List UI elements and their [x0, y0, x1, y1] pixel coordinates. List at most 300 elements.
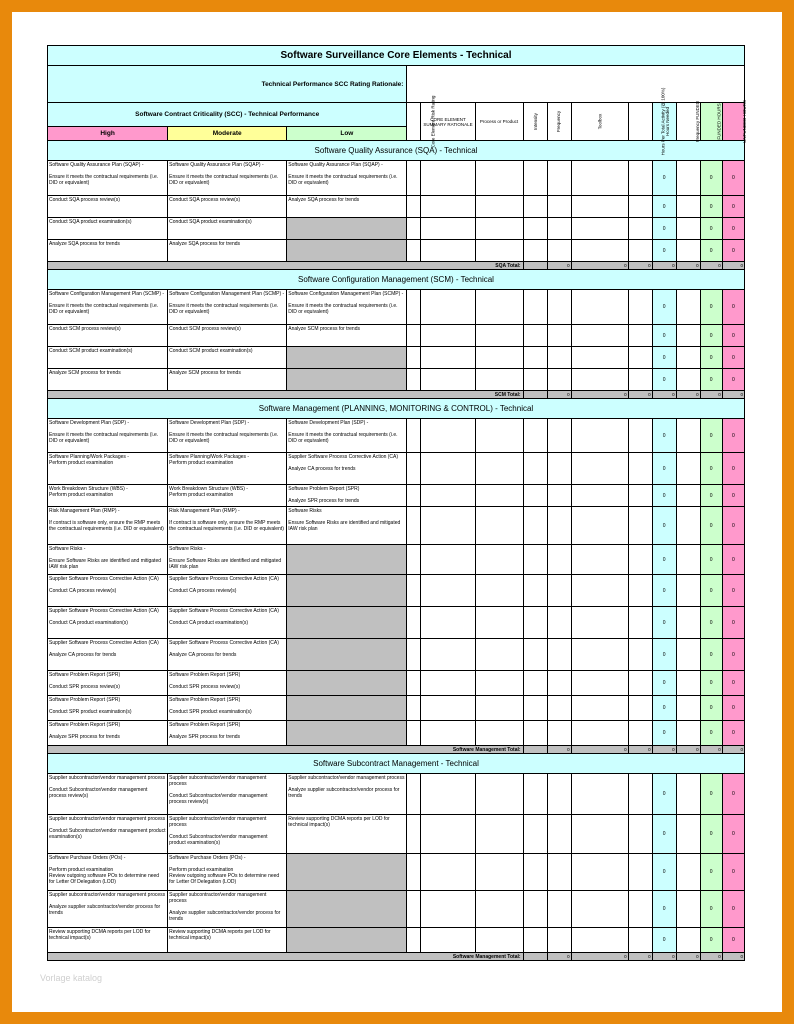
input-cell[interactable] — [475, 815, 523, 854]
zero-value: 0 — [624, 954, 627, 959]
input-cell[interactable] — [421, 347, 475, 369]
input-cell[interactable] — [676, 290, 700, 325]
task-line: Analyze SPR process for trends — [49, 734, 120, 740]
input-cell[interactable] — [475, 218, 523, 240]
zero-value: 0 — [740, 392, 743, 397]
funded-hours-cell — [700, 639, 722, 671]
input-cell[interactable] — [571, 891, 628, 928]
input-cell[interactable] — [571, 815, 628, 854]
input-cell[interactable] — [421, 196, 475, 218]
input-cell[interactable] — [523, 607, 547, 639]
input-cell[interactable] — [547, 639, 571, 671]
input-cell[interactable] — [571, 218, 628, 240]
input-cell[interactable] — [421, 290, 475, 325]
input-cell[interactable] — [676, 575, 700, 607]
input-cell[interactable] — [421, 575, 475, 607]
input-cell[interactable] — [523, 240, 547, 262]
input-cell[interactable] — [628, 639, 652, 671]
total-value — [652, 953, 676, 961]
input-cell[interactable] — [571, 671, 628, 696]
input-cell[interactable] — [571, 575, 628, 607]
task-high — [48, 928, 168, 953]
input-cell[interactable] — [475, 240, 523, 262]
input-cell[interactable] — [475, 671, 523, 696]
input-cell[interactable] — [475, 325, 523, 347]
total-value — [523, 746, 547, 754]
input-cell[interactable] — [475, 369, 523, 391]
input-cell[interactable] — [407, 671, 421, 696]
zero-value: 0 — [718, 747, 721, 752]
input-cell[interactable] — [407, 369, 421, 391]
input-cell[interactable] — [421, 369, 475, 391]
input-cell[interactable] — [676, 240, 700, 262]
input-cell[interactable] — [571, 325, 628, 347]
input-cell[interactable] — [407, 891, 421, 928]
input-cell[interactable] — [547, 325, 571, 347]
input-cell[interactable] — [475, 453, 523, 485]
task-high — [48, 507, 168, 545]
task-low — [287, 721, 407, 746]
task-high — [48, 696, 168, 721]
input-cell[interactable] — [676, 774, 700, 815]
input-cell[interactable] — [523, 854, 547, 891]
zero-value: 0 — [662, 619, 666, 626]
input-cell[interactable] — [421, 545, 475, 575]
input-cell[interactable] — [628, 290, 652, 325]
input-cell[interactable] — [523, 419, 547, 453]
input-cell[interactable] — [523, 545, 547, 575]
input-cell[interactable] — [571, 774, 628, 815]
input-cell[interactable] — [523, 696, 547, 721]
input-cell[interactable] — [547, 575, 571, 607]
zero-value: 0 — [648, 263, 651, 268]
input-cell[interactable] — [547, 774, 571, 815]
zero-value: 0 — [709, 175, 713, 181]
task-low — [287, 369, 407, 391]
input-cell[interactable] — [676, 721, 700, 746]
funded-hours-cell — [700, 671, 722, 696]
zero-value: 0 — [662, 680, 666, 686]
input-cell[interactable] — [523, 161, 547, 196]
funded-hours-cell — [700, 928, 722, 953]
task-moderate — [168, 639, 287, 671]
input-cell[interactable] — [421, 928, 475, 953]
input-cell[interactable] — [628, 507, 652, 545]
zero-value: 0 — [662, 376, 666, 383]
input-cell[interactable] — [571, 607, 628, 639]
input-cell[interactable] — [628, 161, 652, 196]
input-cell[interactable] — [628, 721, 652, 746]
input-cell[interactable] — [523, 774, 547, 815]
zero-value: 0 — [662, 492, 666, 499]
input-cell[interactable] — [547, 507, 571, 545]
hours-needed-cell — [652, 507, 676, 545]
rationale-value[interactable] — [407, 66, 745, 103]
zero-value: 0 — [709, 705, 713, 711]
total-value — [700, 262, 722, 270]
input-cell[interactable] — [628, 815, 652, 854]
zero-value: 0 — [731, 791, 735, 797]
input-cell[interactable] — [407, 325, 421, 347]
section-title: Software Configuration Management (SCM) - Technical — [48, 270, 745, 290]
task-high — [48, 218, 168, 240]
input-cell[interactable] — [475, 196, 523, 218]
input-cell[interactable] — [547, 419, 571, 453]
input-cell[interactable] — [475, 485, 523, 507]
zero-value: 0 — [662, 432, 666, 439]
input-cell[interactable] — [475, 575, 523, 607]
total-value — [722, 262, 744, 270]
input-cell[interactable] — [547, 721, 571, 746]
column-header — [700, 103, 722, 141]
task-low — [287, 218, 407, 240]
input-cell[interactable] — [523, 507, 547, 545]
funded-hours-cell — [700, 575, 722, 607]
input-cell[interactable] — [407, 545, 421, 575]
task-line: Review outgoing software POs to determine need for Letter Of Delegation (LOD) — [49, 873, 160, 885]
input-cell[interactable] — [523, 347, 547, 369]
input-cell[interactable] — [421, 325, 475, 347]
task-line: Conduct SPR product examination(s) — [49, 709, 132, 715]
input-cell[interactable] — [523, 575, 547, 607]
unfunded-hours-cell — [722, 161, 744, 196]
input-cell[interactable] — [676, 639, 700, 671]
total-value — [722, 391, 744, 399]
input-cell[interactable] — [523, 721, 547, 746]
task-moderate — [168, 347, 287, 369]
input-cell[interactable] — [628, 696, 652, 721]
input-cell[interactable] — [407, 161, 421, 196]
input-cell[interactable] — [676, 854, 700, 891]
zero-value: 0 — [662, 869, 666, 875]
zero-value: 0 — [731, 432, 735, 439]
input-cell[interactable] — [547, 485, 571, 507]
input-cell[interactable] — [421, 453, 475, 485]
task-line: Supplier subcontractor/vendor management process — [169, 816, 267, 828]
input-cell[interactable] — [421, 671, 475, 696]
input-cell[interactable] — [407, 721, 421, 746]
input-cell[interactable] — [523, 325, 547, 347]
input-cell[interactable] — [421, 161, 475, 196]
input-cell[interactable] — [547, 218, 571, 240]
input-cell[interactable] — [547, 815, 571, 854]
task-moderate — [168, 545, 287, 575]
input-cell[interactable] — [421, 854, 475, 891]
input-cell[interactable] — [523, 369, 547, 391]
task-moderate — [168, 218, 287, 240]
input-cell[interactable] — [571, 240, 628, 262]
input-cell[interactable] — [407, 419, 421, 453]
task-line: Analyze SQA process for trends — [169, 241, 241, 247]
input-cell[interactable] — [628, 575, 652, 607]
input-cell[interactable] — [571, 419, 628, 453]
input-cell[interactable] — [676, 928, 700, 953]
task-high — [48, 240, 168, 262]
input-cell[interactable] — [475, 419, 523, 453]
input-cell[interactable] — [523, 290, 547, 325]
zero-value: 0 — [709, 869, 713, 875]
task-line: Software Planning/Work Packages - — [169, 454, 250, 460]
input-cell[interactable] — [547, 671, 571, 696]
page-title: Software Surveillance Core Elements - Technical — [48, 46, 745, 66]
input-cell[interactable] — [628, 928, 652, 953]
input-cell[interactable] — [676, 161, 700, 196]
task-line: Software Problem Report (SPR) — [49, 722, 121, 728]
task-row — [48, 815, 745, 854]
input-cell[interactable] — [421, 485, 475, 507]
input-cell[interactable] — [547, 545, 571, 575]
input-cell[interactable] — [407, 347, 421, 369]
input-cell[interactable] — [628, 453, 652, 485]
input-cell[interactable] — [407, 928, 421, 953]
input-cell[interactable] — [628, 325, 652, 347]
task-line: Perform product examination — [49, 867, 114, 873]
input-cell[interactable] — [475, 347, 523, 369]
input-cell[interactable] — [628, 607, 652, 639]
input-cell[interactable] — [421, 815, 475, 854]
input-cell[interactable] — [475, 721, 523, 746]
input-cell[interactable] — [571, 721, 628, 746]
input-cell[interactable] — [628, 240, 652, 262]
input-cell[interactable] — [475, 928, 523, 953]
input-cell[interactable] — [676, 218, 700, 240]
input-cell[interactable] — [628, 347, 652, 369]
input-cell[interactable] — [628, 891, 652, 928]
task-high — [48, 815, 168, 854]
input-cell[interactable] — [547, 347, 571, 369]
input-cell[interactable] — [571, 290, 628, 325]
input-cell[interactable] — [571, 854, 628, 891]
section-title: Software Subcontract Management - Technical — [48, 754, 745, 774]
zero-value: 0 — [567, 747, 570, 752]
input-cell[interactable] — [628, 774, 652, 815]
task-line: Supplier Software Process Corrective Action (CA) — [49, 608, 159, 614]
input-cell[interactable] — [407, 696, 421, 721]
input-cell[interactable] — [475, 161, 523, 196]
input-cell[interactable] — [421, 774, 475, 815]
input-cell[interactable] — [407, 639, 421, 671]
input-cell[interactable] — [523, 671, 547, 696]
input-cell[interactable] — [547, 369, 571, 391]
input-cell[interactable] — [475, 696, 523, 721]
input-cell[interactable] — [421, 240, 475, 262]
input-cell[interactable] — [571, 453, 628, 485]
input-cell[interactable] — [547, 453, 571, 485]
input-cell[interactable] — [407, 854, 421, 891]
unfunded-hours-cell — [722, 607, 744, 639]
input-cell[interactable] — [547, 240, 571, 262]
input-cell[interactable] — [676, 325, 700, 347]
input-cell[interactable] — [547, 290, 571, 325]
hours-needed-cell — [652, 721, 676, 746]
input-cell[interactable] — [407, 607, 421, 639]
total-value — [628, 953, 652, 961]
input-cell[interactable] — [475, 774, 523, 815]
input-cell[interactable] — [676, 453, 700, 485]
input-cell[interactable] — [421, 721, 475, 746]
input-cell[interactable] — [676, 419, 700, 453]
input-cell[interactable] — [523, 453, 547, 485]
input-cell[interactable] — [475, 290, 523, 325]
input-cell[interactable] — [676, 607, 700, 639]
funded-hours-cell — [700, 453, 722, 485]
input-cell[interactable] — [523, 928, 547, 953]
input-cell[interactable] — [547, 854, 571, 891]
input-cell[interactable] — [547, 928, 571, 953]
zero-value: 0 — [709, 906, 713, 912]
column-header — [628, 87, 666, 156]
input-cell[interactable] — [547, 696, 571, 721]
zero-value: 0 — [731, 937, 735, 943]
zero-value: 0 — [709, 619, 713, 626]
input-cell[interactable] — [676, 671, 700, 696]
input-cell[interactable] — [475, 639, 523, 671]
zero-value: 0 — [709, 354, 713, 361]
unfunded-hours-cell — [722, 419, 744, 453]
column-header — [407, 95, 436, 148]
input-cell[interactable] — [547, 891, 571, 928]
input-cell[interactable] — [628, 485, 652, 507]
zero-value: 0 — [662, 332, 666, 339]
zero-value: 0 — [662, 203, 666, 210]
input-cell[interactable] — [407, 575, 421, 607]
input-cell[interactable] — [571, 196, 628, 218]
input-cell[interactable] — [475, 854, 523, 891]
unfunded-hours-cell — [722, 545, 744, 575]
column-header — [547, 103, 571, 141]
input-cell[interactable] — [571, 507, 628, 545]
input-cell[interactable] — [676, 815, 700, 854]
task-line: Software Configuration Management Plan (SCMP) - — [49, 291, 165, 297]
hours-needed-cell — [652, 696, 676, 721]
task-row — [48, 607, 745, 639]
input-cell[interactable] — [628, 671, 652, 696]
input-cell[interactable] — [676, 347, 700, 369]
task-line: Review supporting DCMA reports per LOD for technical impact(s) — [288, 816, 390, 828]
input-cell[interactable] — [523, 218, 547, 240]
funded-hours-cell — [700, 854, 722, 891]
input-cell[interactable] — [547, 607, 571, 639]
task-row — [48, 485, 745, 507]
total-value — [628, 262, 652, 270]
zero-value: 0 — [672, 747, 675, 752]
task-row — [48, 347, 745, 369]
input-cell[interactable] — [676, 485, 700, 507]
input-cell[interactable] — [676, 507, 700, 545]
input-cell[interactable] — [421, 696, 475, 721]
input-cell[interactable] — [571, 347, 628, 369]
input-cell[interactable] — [571, 696, 628, 721]
unfunded-hours-cell — [722, 325, 744, 347]
unfunded-hours-cell — [722, 891, 744, 928]
input-cell[interactable] — [407, 815, 421, 854]
input-cell[interactable] — [407, 485, 421, 507]
input-cell[interactable] — [421, 507, 475, 545]
input-cell[interactable] — [676, 369, 700, 391]
input-cell[interactable] — [407, 218, 421, 240]
input-cell[interactable] — [628, 218, 652, 240]
input-cell[interactable] — [407, 196, 421, 218]
input-cell[interactable] — [628, 854, 652, 891]
input-cell[interactable] — [475, 607, 523, 639]
task-line: Analyze CA process for trends — [288, 466, 356, 472]
task-moderate — [168, 928, 287, 953]
task-high — [48, 854, 168, 891]
input-cell[interactable] — [407, 290, 421, 325]
zero-value: 0 — [709, 680, 713, 686]
input-cell[interactable] — [523, 196, 547, 218]
input-cell[interactable] — [475, 891, 523, 928]
input-cell[interactable] — [421, 607, 475, 639]
input-cell[interactable] — [571, 639, 628, 671]
input-cell[interactable] — [547, 196, 571, 218]
input-cell[interactable] — [421, 891, 475, 928]
task-line: Software Problem Report (SPR) — [288, 486, 360, 492]
task-line: Software Risks - — [49, 546, 86, 552]
task-line: Software Problem Report (SPR) — [169, 672, 241, 678]
input-cell[interactable] — [523, 639, 547, 671]
input-cell[interactable] — [571, 485, 628, 507]
input-cell[interactable] — [523, 485, 547, 507]
task-line: Work Breakdown Structure (WBS) - — [169, 486, 248, 492]
task-line: Analyze SCM process for trends — [49, 370, 121, 376]
unfunded-hours-cell — [722, 290, 744, 325]
input-cell[interactable] — [421, 639, 475, 671]
zero-value: 0 — [709, 203, 713, 210]
input-cell[interactable] — [628, 369, 652, 391]
input-cell[interactable] — [571, 928, 628, 953]
input-cell[interactable] — [523, 815, 547, 854]
input-cell[interactable] — [475, 545, 523, 575]
input-cell[interactable] — [676, 196, 700, 218]
input-cell[interactable] — [407, 774, 421, 815]
input-cell[interactable] — [475, 507, 523, 545]
input-cell[interactable] — [547, 161, 571, 196]
task-line: Supplier Software Process Corrective Action (CA) — [169, 576, 279, 582]
input-cell[interactable] — [571, 545, 628, 575]
task-moderate — [168, 325, 287, 347]
input-cell[interactable] — [407, 240, 421, 262]
input-cell[interactable] — [628, 196, 652, 218]
input-cell[interactable] — [523, 891, 547, 928]
task-low — [287, 485, 407, 507]
input-cell[interactable] — [407, 507, 421, 545]
input-cell[interactable] — [571, 369, 628, 391]
task-line: Supplier Software Process Corrective Action (CA) — [49, 640, 159, 646]
column-header-label: Frequency FUNDED — [694, 100, 700, 143]
task-line: Conduct SQA process review(s) — [49, 197, 120, 203]
funded-hours-cell — [700, 485, 722, 507]
task-high — [48, 575, 168, 607]
input-cell[interactable] — [421, 419, 475, 453]
unfunded-hours-cell — [722, 774, 744, 815]
input-cell[interactable] — [628, 545, 652, 575]
funded-hours-cell — [700, 369, 722, 391]
total-value — [700, 746, 722, 754]
input-cell[interactable] — [676, 545, 700, 575]
input-cell[interactable] — [676, 696, 700, 721]
input-cell[interactable] — [676, 891, 700, 928]
task-high — [48, 485, 168, 507]
zero-value: 0 — [731, 831, 735, 837]
input-cell[interactable] — [407, 453, 421, 485]
input-cell[interactable] — [628, 419, 652, 453]
zero-value: 0 — [731, 651, 735, 658]
input-cell[interactable] — [421, 218, 475, 240]
unfunded-hours-cell — [722, 240, 744, 262]
input-cell[interactable] — [571, 161, 628, 196]
task-moderate — [168, 419, 287, 453]
